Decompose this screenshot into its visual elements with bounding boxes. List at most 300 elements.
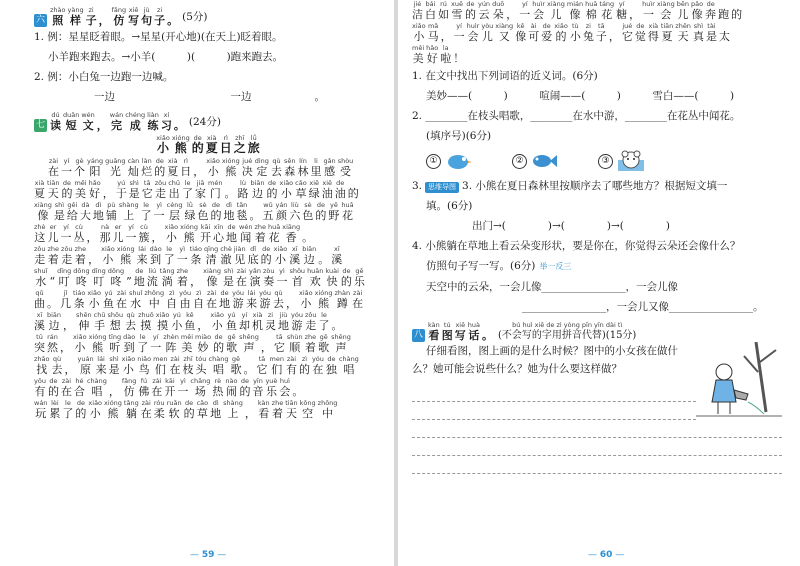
story-line bbox=[34, 355, 384, 376]
pinyin: zi bbox=[585, 22, 591, 30]
hanzi: 机 bbox=[252, 319, 263, 332]
section-6-q1-answer[interactable]: 小羊跑来跑去。→小羊( )( )跑来跑去。 bbox=[48, 51, 284, 63]
question-4-answer-1[interactable]: 天空中的云朵，一会儿像________________，一会儿像 bbox=[426, 281, 678, 293]
hanzi: 的 bbox=[210, 209, 222, 222]
hanzi: 儿 bbox=[481, 30, 493, 43]
hanzi: 太 bbox=[718, 30, 730, 43]
pinyin: shēng bbox=[239, 333, 259, 341]
char-pair bbox=[190, 267, 201, 288]
char-pair bbox=[278, 311, 289, 332]
char-pair bbox=[78, 355, 94, 376]
char-pair bbox=[286, 289, 297, 310]
char-pair bbox=[154, 6, 165, 27]
pinyin: tā bbox=[598, 22, 605, 30]
write-line[interactable] bbox=[412, 438, 782, 456]
hanzi: 的 bbox=[731, 8, 743, 21]
option-bird[interactable] bbox=[426, 151, 472, 171]
hanzi: 一 bbox=[125, 231, 137, 244]
section-7-header bbox=[34, 111, 384, 132]
pinyin: shì bbox=[54, 201, 65, 209]
hanzi: 着 bbox=[304, 341, 316, 354]
char-pair bbox=[245, 399, 256, 420]
hanzi: 绿 bbox=[308, 187, 320, 200]
char-pair bbox=[238, 179, 249, 200]
hanzi: 枝 bbox=[182, 363, 194, 376]
option-bear[interactable] bbox=[598, 150, 646, 172]
hanzi: 子 bbox=[85, 14, 97, 27]
section-8-title bbox=[428, 321, 495, 342]
char-pair bbox=[261, 333, 272, 354]
char-pair bbox=[318, 245, 329, 266]
char-pair bbox=[239, 333, 259, 354]
hanzi: ， bbox=[60, 341, 71, 354]
char-pair bbox=[282, 223, 300, 244]
pinyin: huā bbox=[585, 0, 598, 8]
char-pair bbox=[137, 245, 148, 266]
pinyin: xiǎo bbox=[206, 157, 220, 165]
char-pair bbox=[168, 179, 180, 200]
hanzi: 那 bbox=[99, 231, 111, 244]
page-number-left: — 59 — bbox=[190, 550, 227, 560]
hanzi: 的 bbox=[315, 209, 327, 222]
pinyin: dǐ bbox=[250, 245, 257, 253]
char-pair bbox=[335, 289, 351, 310]
hanzi: 六 bbox=[289, 209, 301, 222]
char-pair bbox=[254, 223, 266, 244]
story-line bbox=[34, 399, 384, 420]
char-pair bbox=[706, 22, 717, 43]
char-pair bbox=[184, 201, 195, 222]
hanzi: 乐 bbox=[353, 275, 365, 288]
char-pair bbox=[239, 223, 252, 244]
hanzi: 歌 bbox=[230, 363, 242, 376]
char-pair bbox=[339, 355, 359, 376]
hanzi: 决 bbox=[241, 165, 253, 178]
char-pair bbox=[442, 321, 453, 342]
pinyin: zhǎo bbox=[34, 355, 50, 363]
pinyin: yí bbox=[128, 223, 134, 231]
right-column bbox=[412, 0, 782, 474]
hanzi: 清 bbox=[205, 253, 217, 266]
pinyin: zǒu bbox=[34, 245, 46, 253]
pinyin: dì bbox=[212, 399, 219, 407]
pinyin: xiǎo bbox=[164, 223, 179, 231]
pinyin: wén bbox=[239, 223, 253, 231]
char-pair bbox=[181, 333, 193, 354]
char-pair bbox=[200, 223, 211, 244]
option-fish[interactable] bbox=[512, 151, 558, 171]
pinyin: zhào bbox=[50, 6, 66, 14]
char-pair bbox=[195, 179, 206, 200]
pinyin: dào bbox=[123, 333, 136, 341]
pinyin: zài bbox=[61, 377, 72, 385]
pinyin: kě bbox=[516, 22, 525, 30]
hanzi: 云 bbox=[478, 8, 490, 21]
char-pair bbox=[180, 157, 191, 178]
hanzi: 累 bbox=[49, 407, 61, 420]
char-pair bbox=[481, 22, 493, 43]
char-pair bbox=[519, 0, 530, 21]
pinyin: xiǎo bbox=[101, 245, 115, 253]
char-pair bbox=[273, 289, 284, 310]
pinyin: làn bbox=[141, 157, 152, 165]
hanzi: 一 bbox=[519, 8, 531, 21]
hanzi: 是 bbox=[222, 275, 234, 288]
char-pair bbox=[92, 267, 106, 288]
hanzi: 大 bbox=[79, 209, 91, 222]
hanzi: 淌 bbox=[161, 275, 173, 288]
char-pair bbox=[122, 377, 137, 398]
section-8-number: 八 bbox=[413, 330, 423, 340]
pinyin: gē bbox=[355, 267, 364, 275]
char-pair bbox=[661, 22, 673, 43]
char-pair bbox=[243, 355, 254, 376]
char-pair bbox=[182, 179, 193, 200]
pinyin: wǔ bbox=[263, 201, 273, 209]
pinyin: shēng bbox=[331, 333, 351, 341]
char-pair bbox=[129, 179, 140, 200]
question-4-answer-2[interactable]: ________________，一会儿又像________________。 bbox=[522, 301, 764, 313]
pinyin: rì bbox=[223, 134, 228, 142]
char-pair bbox=[48, 245, 60, 266]
pinyin: yóu bbox=[232, 289, 245, 297]
hanzi: 走 bbox=[61, 253, 73, 266]
pinyin: liù bbox=[291, 201, 299, 209]
char-pair bbox=[34, 311, 45, 332]
hanzi: 上 bbox=[227, 407, 239, 420]
question-2-options bbox=[412, 146, 782, 176]
char-pair bbox=[94, 311, 106, 332]
write-line[interactable] bbox=[412, 420, 782, 438]
hanzi: 草 bbox=[295, 187, 307, 200]
char-pair bbox=[61, 179, 72, 200]
char-pair bbox=[48, 223, 59, 244]
char-pair bbox=[495, 22, 513, 43]
pinyin: shēn bbox=[76, 311, 92, 319]
question-3-text: 3. 小熊在夏日森林里按顺序去了哪些地方？根据短文填一 bbox=[462, 180, 728, 192]
hanzi: 阵 bbox=[165, 341, 177, 354]
char-pair bbox=[156, 311, 170, 332]
pinyin: dōng bbox=[73, 267, 90, 275]
hanzi: 溪 bbox=[331, 253, 343, 266]
hanzi: 油 bbox=[334, 187, 346, 200]
hanzi: 的 bbox=[191, 141, 204, 155]
char-pair bbox=[74, 377, 85, 398]
hanzi: 林 bbox=[297, 165, 309, 178]
char-pair bbox=[101, 245, 115, 266]
pinyin: huìr bbox=[532, 0, 546, 8]
hanzi: 是 bbox=[53, 209, 65, 222]
pinyin: xià bbox=[34, 179, 45, 187]
pinyin: dú bbox=[51, 111, 60, 119]
hanzi: 听 bbox=[109, 341, 121, 354]
char-pair bbox=[87, 223, 98, 244]
pinyin: huìr bbox=[466, 22, 480, 30]
hanzi: 头 bbox=[195, 363, 207, 376]
char-pair bbox=[80, 201, 91, 222]
pinyin: zhōng bbox=[317, 399, 338, 407]
hanzi: 游 bbox=[232, 297, 244, 310]
char-pair bbox=[532, 0, 545, 21]
write-lines-full bbox=[412, 420, 782, 474]
hanzi: 一 bbox=[150, 341, 162, 354]
hanzi: 见 bbox=[234, 253, 246, 266]
hanzi: 小 bbox=[102, 253, 114, 266]
question-2: 2. ________在枝头唱歌，________在水中游，________在花丛中闻花。 bbox=[412, 110, 741, 122]
pinyin: yí bbox=[521, 0, 528, 8]
hanzi: 着 bbox=[254, 231, 266, 244]
pinyin: xià bbox=[252, 311, 263, 319]
hanzi: ， bbox=[102, 187, 114, 200]
hanzi: 森 bbox=[284, 165, 296, 178]
char-pair bbox=[328, 201, 339, 222]
pinyin: zài bbox=[141, 399, 151, 407]
pinyin: er bbox=[49, 223, 57, 231]
hanzi: 像 bbox=[515, 30, 527, 43]
char-pair bbox=[88, 245, 99, 266]
pinyin: yuán bbox=[77, 355, 94, 363]
mind-map-tag: 思维导图 bbox=[425, 182, 459, 193]
hanzi: 它 bbox=[256, 363, 268, 376]
pinyin: shuǐ bbox=[34, 267, 48, 275]
char-pair bbox=[258, 399, 270, 420]
hanzi: 小 bbox=[211, 319, 223, 332]
story-line bbox=[412, 44, 782, 65]
hanzi: 软 bbox=[168, 407, 180, 420]
char-pair bbox=[177, 245, 188, 266]
pinyin: zhī bbox=[183, 355, 193, 363]
hanzi: 儿 bbox=[112, 231, 124, 244]
pinyin: bēn bbox=[676, 0, 690, 8]
hanzi: ， bbox=[190, 275, 202, 288]
hanzi: 自 bbox=[166, 297, 178, 310]
char-pair bbox=[203, 267, 221, 288]
hanzi: 好 bbox=[89, 187, 101, 200]
story-line bbox=[34, 157, 384, 178]
char-pair bbox=[354, 267, 365, 288]
hanzi: 一 bbox=[276, 275, 288, 288]
hanzi: 文 bbox=[82, 119, 94, 132]
pinyin: xiàng bbox=[495, 22, 514, 30]
char-pair bbox=[291, 311, 303, 332]
hanzi: 熊 bbox=[174, 141, 187, 155]
hanzi: ， bbox=[96, 119, 108, 132]
char-pair bbox=[141, 157, 152, 178]
char-pair bbox=[139, 223, 150, 244]
story-continuation bbox=[412, 0, 782, 65]
char-pair bbox=[220, 134, 232, 155]
char-pair bbox=[137, 333, 148, 354]
char-pair bbox=[100, 223, 111, 244]
hanzi: 流 bbox=[146, 275, 158, 288]
hanzi: 烂 bbox=[141, 165, 153, 178]
char-pair bbox=[212, 377, 223, 398]
char-pair bbox=[60, 289, 71, 310]
pinyin: yán bbox=[275, 201, 288, 209]
hanzi: “ bbox=[49, 275, 56, 288]
hanzi: 的 bbox=[61, 187, 73, 200]
pinyin: xiǎo bbox=[87, 289, 101, 297]
pinyin: xiǎo bbox=[279, 179, 294, 187]
pinyin: qù bbox=[126, 311, 135, 319]
pinyin: de bbox=[62, 179, 72, 187]
char-pair bbox=[108, 311, 124, 332]
hanzi: 边 bbox=[252, 187, 264, 200]
char-pair bbox=[62, 399, 73, 420]
char-pair bbox=[299, 355, 310, 376]
question-1-answers[interactable]: 美妙——( ) 喧闹——( ) 雪白——( ) bbox=[426, 90, 735, 102]
hanzi: 香 bbox=[285, 231, 297, 244]
pinyin: yì bbox=[180, 377, 186, 385]
pinyin: kàn bbox=[257, 399, 270, 407]
char-pair bbox=[331, 245, 342, 266]
hanzi: 美 bbox=[181, 341, 193, 354]
char-pair bbox=[97, 111, 108, 132]
hanzi: 地 bbox=[226, 231, 238, 244]
hanzi: 。 bbox=[331, 319, 343, 332]
pinyin: xià bbox=[648, 22, 659, 30]
char-pair bbox=[129, 289, 142, 310]
char-pair bbox=[179, 289, 191, 310]
char-pair bbox=[34, 377, 46, 398]
pinyin: sè bbox=[199, 201, 207, 209]
pinyin: xiǎo bbox=[121, 355, 136, 363]
char-pair bbox=[208, 179, 222, 200]
hanzi: 的 bbox=[260, 253, 272, 266]
char-pair bbox=[47, 333, 58, 354]
char-pair bbox=[276, 267, 287, 288]
hanzi: 们 bbox=[271, 363, 283, 376]
write-line[interactable] bbox=[412, 384, 696, 402]
hanzi: 糖 bbox=[616, 8, 628, 21]
char-pair bbox=[34, 399, 47, 420]
char-pair bbox=[73, 333, 87, 354]
pinyin: yóu bbox=[179, 289, 192, 297]
hanzi: 着 bbox=[271, 407, 283, 420]
pinyin: rán bbox=[47, 333, 58, 341]
pinyin: xiǎo bbox=[88, 399, 103, 407]
char-pair bbox=[268, 223, 280, 244]
hanzi: 光 bbox=[109, 165, 121, 178]
pinyin: hǎo bbox=[88, 179, 101, 187]
pinyin: le bbox=[65, 399, 71, 407]
pinyin: mǎ bbox=[427, 22, 439, 30]
hanzi: 习 bbox=[160, 119, 172, 132]
hanzi: 的 bbox=[75, 407, 87, 420]
pinyin: huā bbox=[268, 223, 281, 231]
hanzi: 于 bbox=[115, 187, 127, 200]
hanzi: 它 bbox=[273, 341, 285, 354]
char-pair bbox=[239, 377, 250, 398]
char-pair bbox=[348, 179, 359, 200]
char-pair bbox=[226, 311, 237, 332]
section-6-q2-answer[interactable]: 一边 一边 。 bbox=[94, 91, 325, 103]
char-pair bbox=[141, 6, 152, 27]
section-6-title bbox=[50, 6, 180, 27]
char-pair bbox=[152, 223, 163, 244]
hanzi: 。 bbox=[302, 231, 314, 244]
hanzi: 在 bbox=[206, 297, 218, 310]
story-line bbox=[34, 267, 384, 288]
question-3-cont: 填。(6分) bbox=[426, 200, 473, 212]
char-pair bbox=[234, 245, 246, 266]
hanzi: 儿 bbox=[677, 8, 689, 21]
pinyin: de bbox=[706, 0, 715, 8]
hanzi: 铺 bbox=[105, 209, 117, 222]
pinyin: xiǎo bbox=[412, 22, 426, 30]
pinyin: zhàn bbox=[334, 289, 351, 297]
pinyin: xīn bbox=[213, 223, 224, 231]
story-line bbox=[34, 377, 384, 398]
pinyin: shuǐ bbox=[128, 289, 143, 297]
char-pair bbox=[124, 399, 139, 420]
story-title bbox=[34, 134, 384, 155]
pinyin: zài bbox=[286, 355, 297, 363]
hanzi: 五 bbox=[262, 209, 274, 222]
hanzi: 溪 bbox=[34, 319, 45, 332]
hanzi: 唱 bbox=[343, 363, 355, 376]
hanzi: 叮 bbox=[58, 275, 70, 288]
question-3-flow[interactable]: 出门→( )→( )→( ) bbox=[472, 220, 670, 232]
char-pair bbox=[554, 22, 568, 43]
char-pair bbox=[171, 311, 182, 332]
pinyin: kōng bbox=[299, 399, 316, 407]
pinyin: chǎng bbox=[190, 377, 211, 385]
hanzi: 由 bbox=[179, 297, 191, 310]
hanzi: 了 bbox=[137, 341, 149, 354]
pinyin: mén bbox=[208, 179, 223, 187]
char-pair bbox=[167, 399, 182, 420]
pinyin: yǎn bbox=[248, 267, 261, 275]
char-pair bbox=[184, 311, 195, 332]
hanzi: 马 bbox=[427, 30, 439, 43]
char-pair bbox=[622, 22, 633, 43]
hanzi: 看 bbox=[258, 407, 270, 420]
hanzi: 的 bbox=[298, 363, 310, 376]
hanzi: 之 bbox=[233, 141, 246, 155]
char-pair bbox=[119, 201, 139, 222]
hanzi: 它 bbox=[141, 187, 153, 200]
pinyin: zài bbox=[170, 355, 180, 363]
pinyin: jiù bbox=[279, 311, 288, 319]
char-pair bbox=[412, 22, 426, 43]
char-pair bbox=[426, 44, 438, 65]
pinyin: chè bbox=[220, 245, 232, 253]
char-pair bbox=[289, 245, 300, 266]
pinyin: xióng bbox=[116, 245, 135, 253]
hanzi: 小 bbox=[207, 165, 219, 178]
char-pair bbox=[60, 333, 71, 354]
char-pair bbox=[47, 179, 59, 200]
hanzi: 这 bbox=[34, 231, 46, 244]
pinyin: tīng bbox=[108, 333, 122, 341]
hanzi: 去 bbox=[51, 363, 63, 376]
pinyin: měi bbox=[412, 44, 425, 52]
write-line[interactable] bbox=[412, 456, 782, 474]
write-line[interactable] bbox=[412, 402, 696, 420]
char-pair bbox=[141, 399, 152, 420]
char-pair bbox=[160, 267, 175, 288]
hanzi: 在 bbox=[115, 297, 127, 310]
char-pair bbox=[75, 245, 87, 266]
pinyin: lái bbox=[247, 289, 256, 297]
char-pair bbox=[190, 245, 202, 266]
char-pair bbox=[492, 0, 504, 21]
char-pair bbox=[206, 157, 220, 178]
hanzi: 熊 bbox=[318, 297, 330, 310]
pinyin: jiàn bbox=[233, 245, 246, 253]
pinyin: xiě bbox=[455, 321, 466, 329]
